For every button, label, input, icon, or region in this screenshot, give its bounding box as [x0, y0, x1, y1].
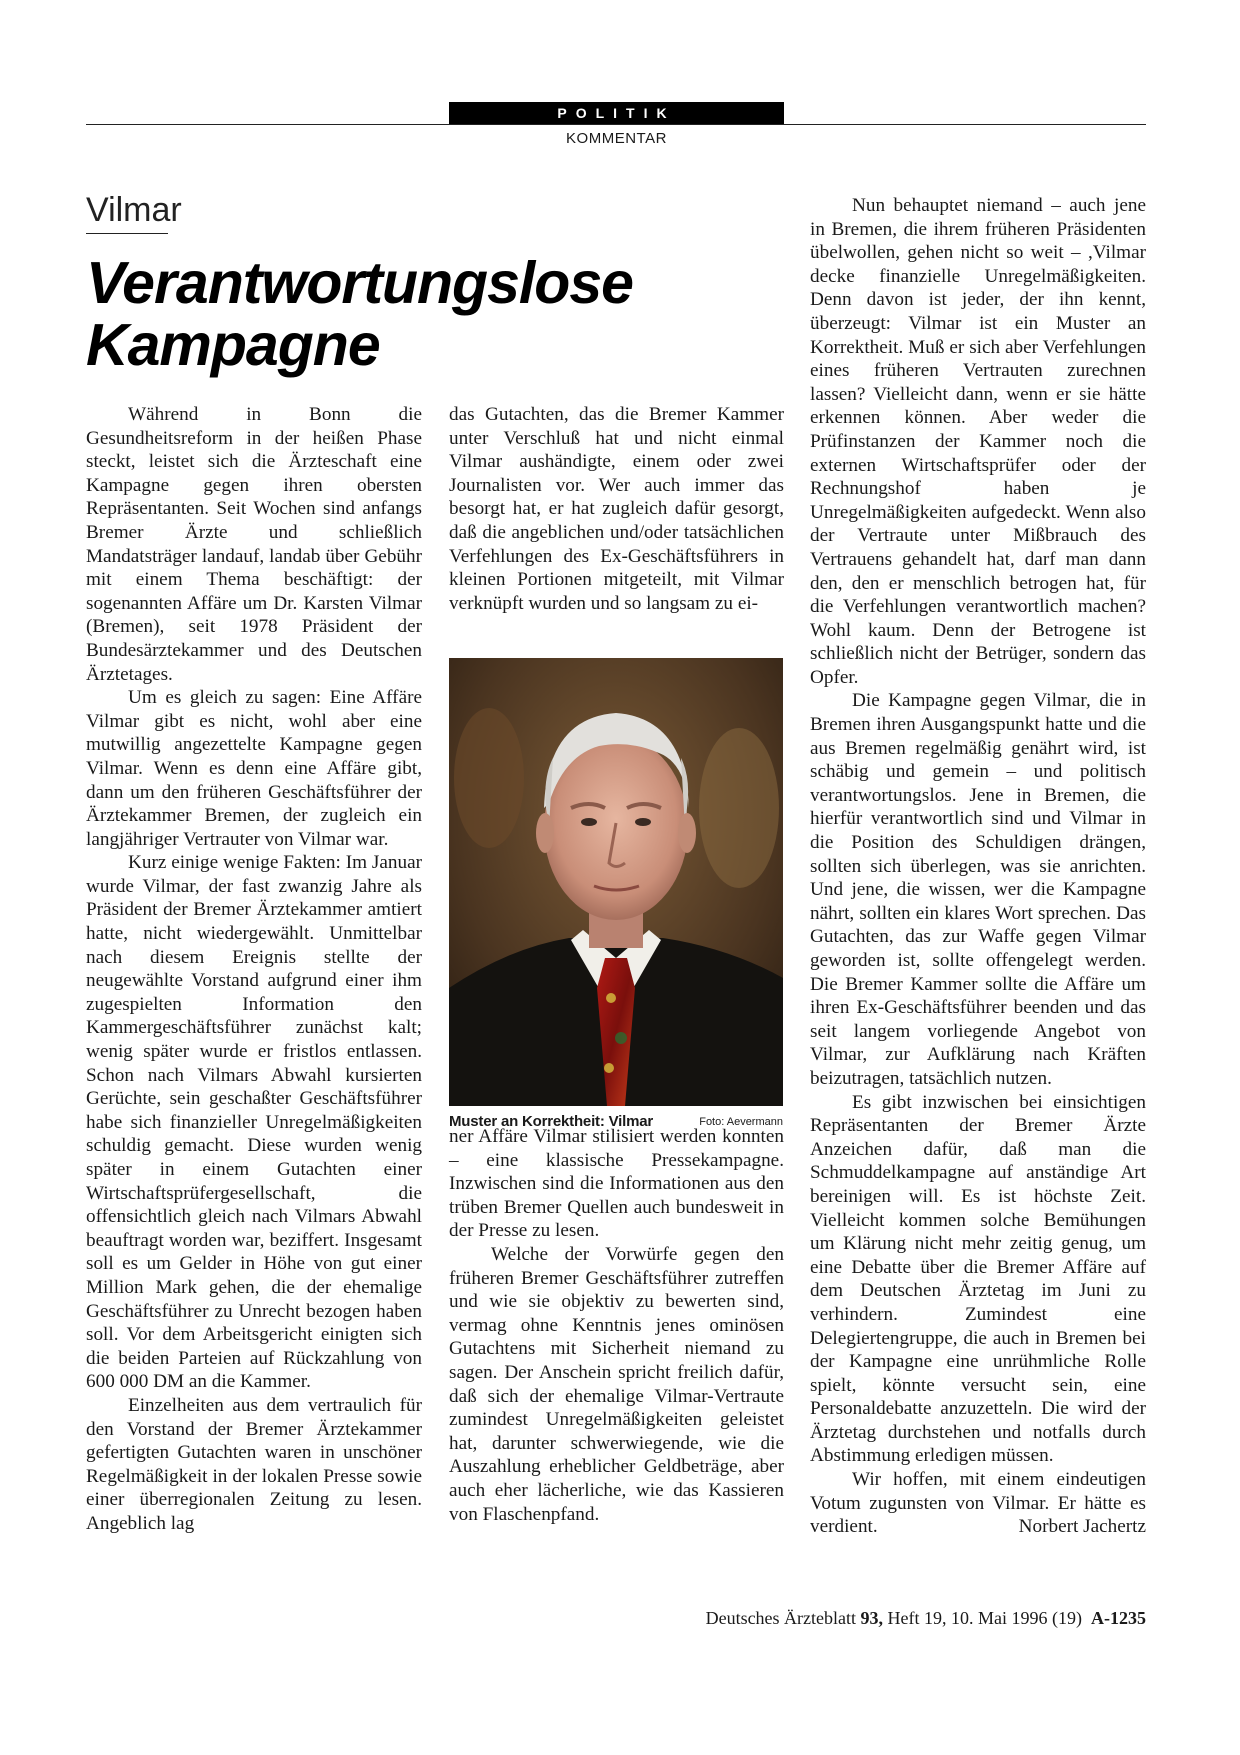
kicker-rule — [86, 233, 168, 234]
paragraph: Nun behauptet niemand – auch jene in Bremen, die ihrem früheren Präsidenten übelwollen, gehen nicht so weit – ,Vilmar decke finanzielle Unregelmäßigkeiten. Denn davon ist jeder, der ihn kennt, überzeugt: Vilmar ist ein Muster an Korrektheit. Muß er sich aber Verfehlungen eines früheren Vertrauten zurechnen lassen? Vielleicht dann, wenn er sie hätte erkennen können. Aber weder die Prüfinstanzen der Kammer noch die externen Wirtschaftsprüfer oder der Rechnungshof haben je Unregelmäßigkeiten aufgedeckt. Wenn also der Vertraute unter Mißbrauch des Vertrauens gehandelt hat, darf man dann den, den er menschlich betrogen hat, für die Verfehlungen verantwortlich machen? Wohl kaum. Denn der Betrogene ist schließlich nicht der Betrüger, sondern das Opfer. — [810, 195, 1146, 688]
paragraph: Während in Bonn die Gesundheitsreform in der heißen Phase steckt, leistet sich die Ärzteschaft eine Kampagne gegen ihren obersten Repräsentanten. Seit Wochen sind anfangs Bremer Ärzte und schließlich Mandatsträger landauf, landab über Gebühr mit einem Thema beschäftigt: der sogenannten Affäre um Dr. Karsten Vilmar (Bremen), seit 1978 Präsident der Bundesärztekammer und des Deutschen Ärztetages. — [86, 404, 422, 685]
section-label: POLITIK — [449, 102, 784, 124]
headline-line-2: Kampagne — [86, 312, 380, 378]
paragraph: Um es gleich zu sagen: Eine Affäre Vilmar gibt es nicht, wohl aber eine mutwillig angezettelte Kampagne gegen Vilmar. Wenn es denn eine Affäre gibt, dann um den früheren Geschäftsführer der Ärztekammer Bremen, der zugleich ein langjähriger Vertrauter von Vilmar war. — [86, 687, 422, 850]
portrait-photo — [449, 658, 783, 1106]
column-2-bottom — [449, 1125, 784, 1526]
author-name: Norbert Jachertz — [1018, 1516, 1146, 1538]
column-3 — [810, 194, 1146, 1539]
caption-text: Muster an Korrektheit: Vilmar — [449, 1113, 653, 1130]
paragraph: ner Affäre Vilmar stilisiert werden konnten – eine klassische Pressekampagne. Inzwischen sind die Informationen aus den trüben Bremer Quellen auch bundesweit in der Presse zu lesen. — [449, 1126, 784, 1242]
headline — [86, 252, 686, 376]
journal-name: Deutsches Ärzteblatt — [705, 1608, 857, 1628]
closing-text: Wir hoffen, mit einem eindeutigen Votum zugunsten von Vilmar. Er hätte es verdient. — [810, 1469, 1146, 1538]
paragraph: das Gutachten, das die Bremer Kammer unter Verschluß hat und nicht einmal Vilmar aushändigte, einem oder zwei Journalisten vor. Wer auch immer das besorgt hat, er hat zugleich dafür gesorgt, daß die angeblichen und/oder tatsächlichen Verfehlungen des Ex-Geschäftsführers in kleinen Portionen mitgeteilt, mit Vilmar verknüpft wurden und so langsam zu ei- — [449, 404, 784, 614]
paragraph — [810, 1468, 1146, 1539]
paragraph: Kurz einige wenige Fakten: Im Januar wurde Vilmar, der fast zwanzig Jahre als Präsident der Bremer Ärztekammer amtiert hatte, nicht wiedergewählt. Unmittelbar nach diesem Ereignis stellte der neugewählte Vorstand aufgrund einer ihm zugespielten Information den Kammergeschäftsführer zunächst kalt; wenig später wurde er fristlos entlassen. Schon nach Vilmars Abwahl kursierten Gerüchte, sein geschaßter Geschäftsführer habe sich finanzieller Unregelmäßigkeiten schuldig gemacht. Diese wurden wenig später in einem Gutachten einer Wirtschaftsprüfergesellschaft, die offensichtlich gleich nach Vilmars Abwahl beauftragt worden war, beziffert. Insgesamt soll es um Gelder in Höhe von gut einer Million Mark gehen, die der ehemalige Geschäftsführer zu Unrecht bezogen haben soll. Vor dem Arbeitsgericht einigten sich die beiden Parteien auf Rückzahlung von 600 000 DM an die Kammer. — [86, 852, 422, 1393]
subsection-label: KOMMENTAR — [566, 130, 667, 147]
page-number: A-1235 — [1091, 1608, 1146, 1628]
column-1 — [86, 403, 422, 1536]
paragraph: Es gibt inzwischen bei einsichtigen Repräsentanten der Bremer Ärzte Anzeichen dafür, daß man die Schmuddelkampagne auf anständige Art bereinigen will. Es ist höchste Zeit. Vielleicht kommen solche Bemühungen um Klärung nicht mehr zeitig genug, um eine Debatte über die Bremer Affäre auf dem Deutschen Ärztetag im Juni zu verhindern. Zumindest eine Delegiertengruppe, die auch in Bremen bei der Kampagne eine unrühmliche Rolle spielt, könnte versucht sein, eine Personaldebatte anzuzetteln. Die wird der Ärztetag durchstehen und notfalls durch Abstimmung erledigen müssen. — [810, 1091, 1146, 1467]
portrait-illustration — [449, 658, 783, 1106]
page-footer — [706, 1608, 1146, 1629]
paragraph: Welche der Vorwürfe gegen den früheren Bremer Geschäftsführer zutreffen und wie sie objektiv zu bewerten sind, vermag ohne Kenntnis jenes ominösen Gutachtens mit Sicherheit niemand zu sagen. Der Anschein spricht freilich dafür, daß sich der ehemalige Vilmar-Vertraute zumindest Unregelmäßigkeiten geleistet hat, darunter schwerwiegende, wie die Auszahlung erheblicher Geldbeträge, aber auch eher lächerliche, wie das Kassieren von Flaschenpfand. — [449, 1243, 784, 1525]
photo-credit: Foto: Aevermann — [699, 1116, 783, 1128]
paragraph: Einzelheiten aus dem vertraulich für den Vorstand der Bremer Ärztekammer gefertigten Gutachten waren in unschöner Regelmäßigkeit in der lokalen Presse sowie einer überregionalen Zeitung zu lesen. Angeblich lag — [86, 1394, 422, 1534]
issue-info: Heft 19, 10. Mai 1996 (19) — [887, 1608, 1082, 1628]
kicker: Vilmar — [86, 191, 182, 229]
headline-line-1: Verantwortungslose — [86, 250, 633, 316]
volume: 93, — [860, 1608, 884, 1628]
header-rule — [86, 124, 1146, 125]
paragraph: Die Kampagne gegen Vilmar, die in Bremen ihren Ausgangspunkt hatte und die aus Bremen regelmäßig genährt wird, ist schäbig und gemein – und politisch verantwortungslos. Jene in Bremen, die hierfür verantwortlich sind und Vilmar in die Position des Schuldigen drängen, sollten sich überlegen, was sie anrichten. Und jene, die wissen, wer die Kampagne nährt, sollten ein klares Wort sprechen. Das Gutachten, das zur Waffe gegen Vilmar geworden ist, sollte offengelegt werden. Die Bremer Kammer sollte die Affäre um ihren Ex-Geschäftsführer beenden und das seit langem vorliegende Angebot von Vilmar, zur Aufklärung nach Kräften beizutragen, tatsächlich nutzen. — [810, 690, 1146, 1089]
column-2-top — [449, 403, 784, 615]
